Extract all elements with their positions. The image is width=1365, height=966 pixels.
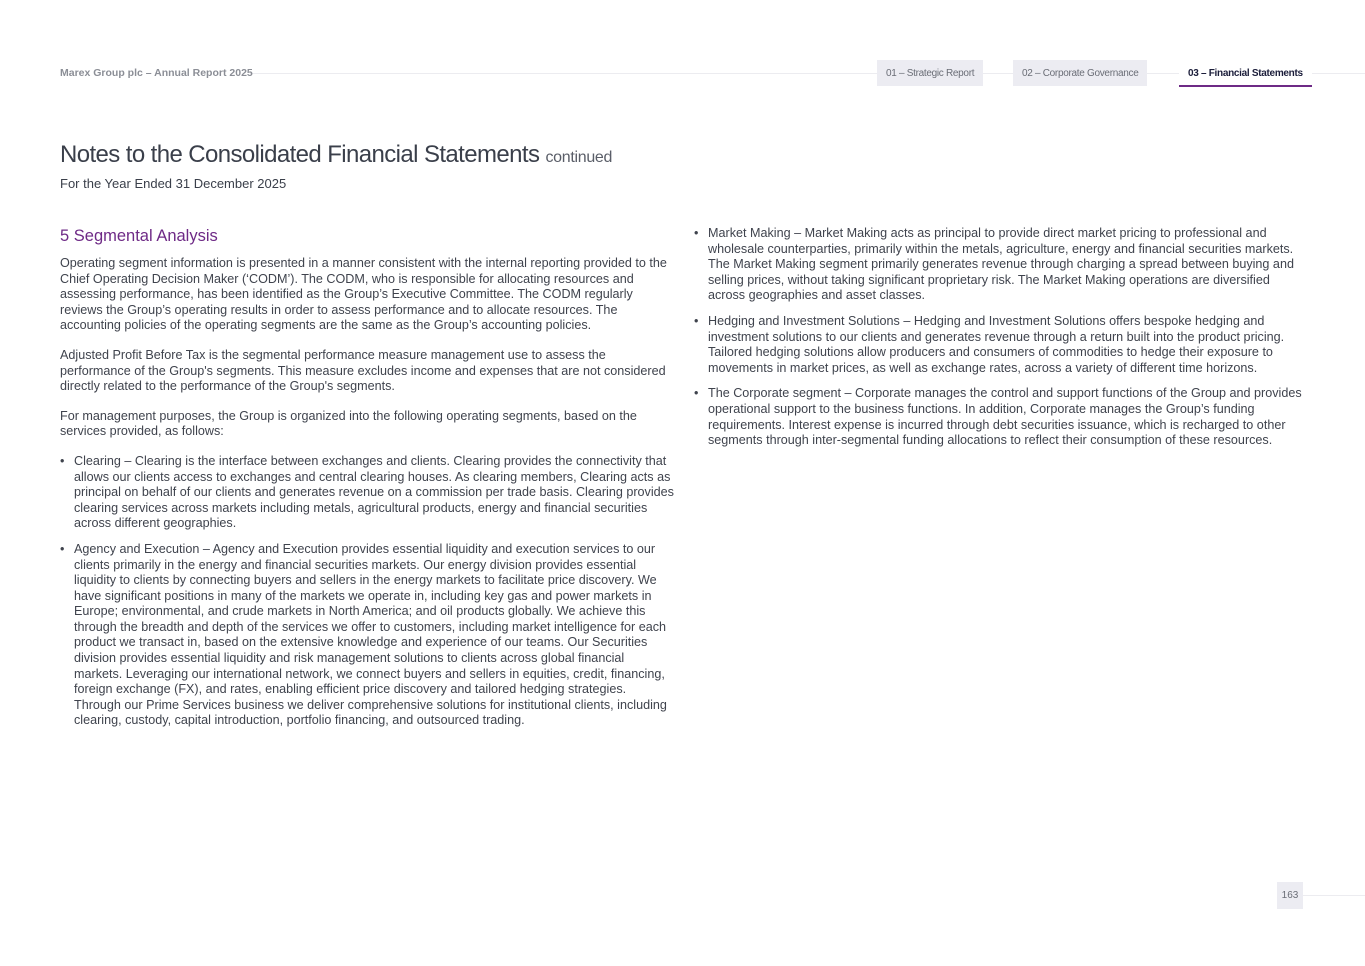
tab-strategic-report[interactable]: 01 – Strategic Report <box>877 60 983 86</box>
segment-market-making-text: Market Making – Market Making acts as principal to provide direct market pricing to professional and wholesale counterparties, primarily within the metals, agriculture, energy and financial securities markets. The Market Making segment primarily generates revenue through charging a spread between buying and selling prices, without taking significant proprietary risk. The Market Making operations are diversified across geographies and asset classes. <box>708 226 1294 303</box>
bullet-icon: • <box>694 226 699 240</box>
section-heading: 5 Segmental Analysis <box>60 227 218 245</box>
list-item <box>694 314 1309 376</box>
segment-list-right <box>694 226 1309 449</box>
page-subtitle: For the Year Ended 31 December 2025 <box>60 176 287 191</box>
bullet-icon: • <box>694 386 699 401</box>
list-item <box>694 226 1309 304</box>
list-item <box>60 454 675 532</box>
bullet-icon: • <box>694 313 699 328</box>
footer-divider <box>1300 895 1365 896</box>
report-brand: Marex Group plc – Annual Report 2025 <box>60 67 253 79</box>
segment-hedging-investment-text: Hedging and Investment Solutions – Hedging and Investment Solutions offers bespoke hedging and investment solutions to our clients and generates revenue through a return built into the product pricing. Tailored hedging solutions allow producers and consumers of commodities to hedge their exposure to movements in market prices, as well as exchange rates, across a variety of different time horizons. <box>708 313 1285 375</box>
bullet-icon: • <box>60 541 65 556</box>
paragraph-codm: Operating segment information is presented in a manner consistent with the internal reporting provided to the Chief Operating Decision Maker (‘CODM’). The CODM, who is responsible for allocating resources and assessing performance, has been identified as the Group’s Executive Committee. The CODM regularly reviews the Group’s operating results in order to assess performance and to allocate resources. The accounting policies of the operating segments are the same as the Group’s accounting policies. <box>60 256 667 333</box>
page-title-text: Notes to the Consolidated Financial Statements <box>60 141 540 168</box>
page-title <box>60 141 612 169</box>
list-item <box>694 386 1309 448</box>
segment-agency-execution-text: Agency and Execution – Agency and Execution provides essential liquidity and execution services to our clients primarily in the energy and financial securities markets. Our energy division provides essential liquidity to clients by connecting buyers and sellers in the energy markets to facilitate price discovery. We have significant positions in many of the markets we operate in, including key gas and power markets in Europe; environmental, and crude markets in North America; and oil products globally. We achieve this through the breadth and depth of the services we offer to customers, including market intelligence for each product we transact in, based on the extensive knowledge and experience of our teams. Our Securities division provides essential liquidity and risk management solutions to clients across global financial markets. Leveraging our international network, we connect buyers and sellers in equities, credit, financing, foreign exchange (FX), and rates, enabling efficient price discovery and tailored hedging strategies. Through our Prime Services business we deliver comprehensive solutions for institutional clients, including clearing, custody, capital introduction, portfolio financing, and outsourced trading. <box>74 541 667 728</box>
paragraph-segments-intro: For management purposes, the Group is organized into the following operating segments, based on the services provided, as follows: <box>60 408 637 439</box>
paragraph-adjusted-profit: Adjusted Profit Before Tax is the segmental performance measure management use to assess the performance of the Group's segments. This measure excludes income and expenses that are not considered directly related to the performance of the Group's segments. <box>60 347 666 394</box>
segment-list-left <box>60 454 675 729</box>
bullet-icon: • <box>60 453 65 468</box>
right-column <box>694 226 1309 459</box>
tab-financial-statements[interactable]: 03 – Financial Statements <box>1179 60 1312 87</box>
left-column <box>60 226 675 739</box>
page-title-suffix: continued <box>545 149 613 166</box>
list-item <box>60 542 675 729</box>
tab-corporate-governance[interactable]: 02 – Corporate Governance <box>1013 60 1147 86</box>
page-number: 163 <box>1277 882 1303 909</box>
segment-clearing-text: Clearing – Clearing is the interface between exchanges and clients. Clearing provides the connectivity that allows our clients access to exchanges and central clearing houses. As clearing members, Clearing acts as principal on behalf of our clients and generates revenue on a commission per trade basis. Clearing provides clearing services across markets including metals, agricultural products, energy and financial securities across different geographies. <box>74 453 674 531</box>
segment-corporate-text: The Corporate segment – Corporate manages the control and support functions of the Group and provides operational support to the business functions. In addition, Corporate manages the Group’s funding requirements. Interest expense is incurred through debt securities issuance, which is recharged to other segments through inter-segmental funding allocations to reflect their consumption of these resources. <box>708 386 1302 448</box>
